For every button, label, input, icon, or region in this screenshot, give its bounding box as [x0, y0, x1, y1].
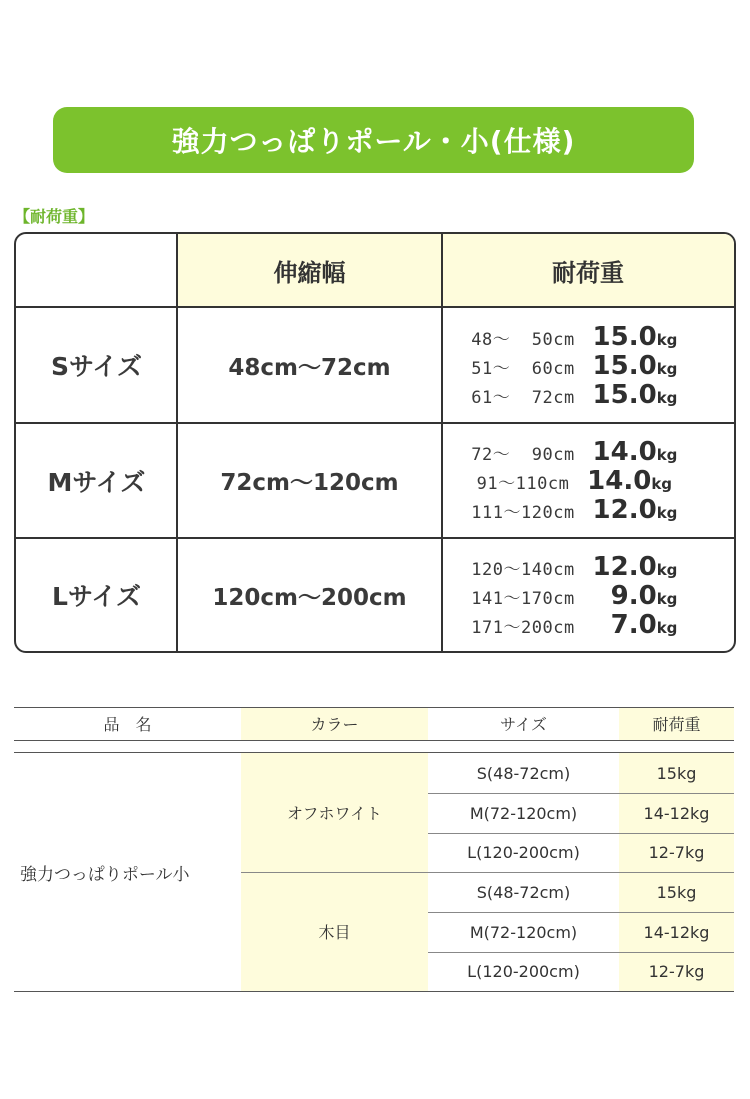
grid-line — [16, 422, 736, 424]
size-label-m: Mサイズ — [47, 467, 146, 497]
load-range: 72〜 90cm — [471, 445, 575, 465]
load-range: 111〜120cm — [471, 503, 575, 523]
size-label-s: Sサイズ — [50, 352, 142, 381]
section-label: 【耐荷重】 — [14, 207, 95, 226]
spec-load: 14-12kg — [643, 922, 710, 942]
page-title-banner — [53, 107, 694, 173]
spec-line — [428, 833, 734, 834]
size-label-l: Lサイズ — [52, 582, 141, 611]
grid-line — [16, 306, 736, 308]
spec-size: L(120-200cm) — [467, 962, 580, 981]
load-range: 91〜110cm — [476, 474, 570, 494]
spec-header-product: 品 名 — [103, 715, 152, 734]
range-l: 120cm〜200cm — [212, 584, 407, 611]
header-extension: 伸縮幅 — [177, 234, 442, 306]
load-unit: kg — [656, 330, 678, 349]
load-line — [477, 466, 674, 495]
spec-color-offwhite: オフホワイト — [286, 804, 383, 823]
load-value: 9.0 — [610, 580, 657, 611]
load-line — [471, 495, 678, 524]
load-line — [471, 380, 678, 409]
spec-product-name: 強力つっぱりポール小 — [20, 864, 190, 885]
spec-line — [14, 752, 734, 753]
grid-line — [16, 537, 736, 539]
load-line — [471, 351, 678, 380]
load-line — [471, 610, 678, 639]
load-line — [471, 581, 678, 610]
spec-size: S(48-72cm) — [476, 763, 571, 783]
grid-line — [176, 234, 178, 653]
spec-header-load: 耐荷重 — [652, 715, 701, 734]
spec-line — [14, 740, 734, 741]
spec-header-size: サイズ — [500, 715, 547, 734]
load-line — [471, 437, 678, 466]
spec-line — [241, 872, 734, 873]
spec-line — [428, 793, 734, 794]
load-range: 171〜200cm — [471, 617, 575, 638]
load-unit: kg — [656, 504, 678, 522]
load-value: 7.0 — [610, 609, 657, 640]
load-unit: kg — [656, 446, 678, 464]
load-value: 14.0 — [592, 437, 657, 467]
load-unit: kg — [656, 618, 678, 637]
load-unit: kg — [656, 388, 678, 407]
spec-load: 14-12kg — [643, 803, 710, 823]
load-unit: kg — [651, 475, 673, 493]
spec-size: M(72-120cm) — [469, 922, 578, 942]
spec-line — [428, 952, 734, 953]
range-s: 48cm〜72cm — [228, 354, 391, 381]
spec-size: L(120-200cm) — [467, 843, 580, 862]
load-unit: kg — [656, 560, 678, 579]
load-range: 141〜170cm — [471, 588, 575, 609]
spec-line — [14, 991, 734, 992]
load-value: 12.0 — [592, 495, 657, 525]
load-unit: kg — [656, 359, 678, 378]
load-unit: kg — [656, 589, 678, 608]
page-title: 強力つっぱりポール・小(仕様) — [171, 125, 576, 158]
load-line — [471, 322, 678, 351]
loads-l — [442, 539, 734, 651]
spec-line — [428, 912, 734, 913]
spec-load: 12-7kg — [648, 962, 705, 981]
spec-color-wood: 木目 — [318, 923, 351, 942]
spec-load: 15kg — [656, 882, 697, 902]
load-range: 61〜 72cm — [471, 387, 575, 408]
spec-size: M(72-120cm) — [469, 803, 578, 823]
range-m: 72cm〜120cm — [220, 470, 399, 496]
spec-load: 12-7kg — [648, 843, 705, 862]
load-value: 15.0 — [592, 379, 657, 410]
spec-size: S(48-72cm) — [476, 882, 571, 902]
spec-line — [14, 707, 734, 708]
header-empty-cell — [16, 234, 177, 306]
load-range: 48〜 50cm — [471, 329, 575, 350]
spec-header-color: カラー — [310, 715, 359, 734]
load-line — [471, 552, 678, 581]
load-range: 120〜140cm — [471, 559, 575, 580]
header-load: 耐荷重 — [442, 234, 734, 306]
loads-s — [442, 308, 734, 422]
spec-load: 15kg — [656, 763, 697, 783]
load-value: 12.0 — [592, 551, 657, 582]
load-value: 15.0 — [592, 350, 657, 381]
load-value: 15.0 — [592, 321, 657, 352]
load-table — [14, 232, 736, 653]
loads-m — [442, 424, 734, 537]
load-value: 14.0 — [587, 466, 652, 496]
load-range: 51〜 60cm — [471, 358, 575, 379]
grid-line — [441, 234, 443, 653]
